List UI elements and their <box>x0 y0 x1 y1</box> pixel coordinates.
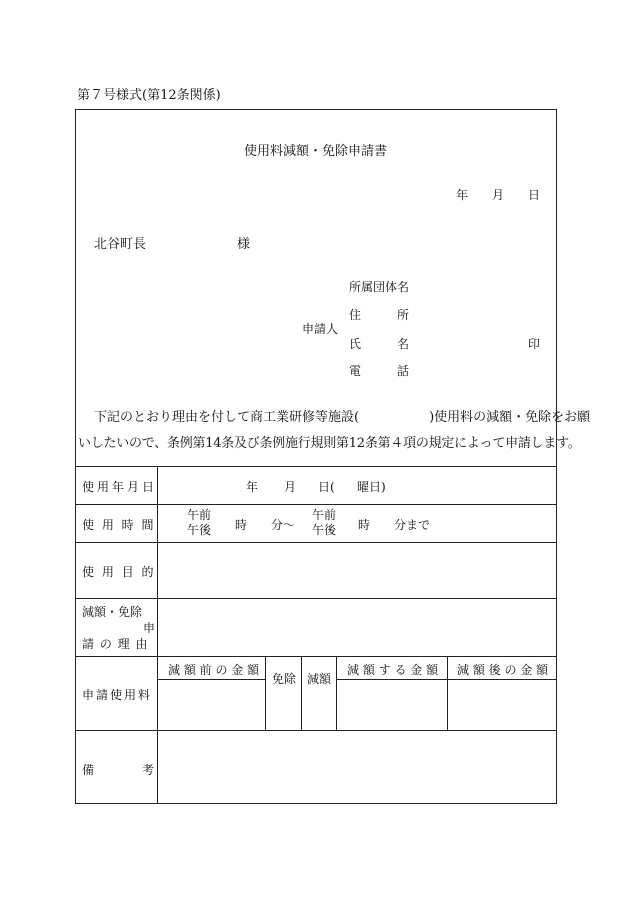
body-line-1 <box>94 406 590 425</box>
fee-col-divider-4 <box>447 656 448 730</box>
phone-label-2: 話 <box>397 364 410 378</box>
start-pm: 午後 <box>187 523 212 537</box>
fee-subdivider-before <box>157 679 265 680</box>
remarks-field[interactable] <box>160 734 552 800</box>
row-divider-2 <box>75 504 557 505</box>
remarks-label-right: 考 <box>142 763 155 777</box>
fee-header-amount: 減 額 す る 金 額 <box>347 663 439 677</box>
end-am: 午前 <box>312 508 337 522</box>
fee-header-before: 減 額 前 の 金 額 <box>168 663 260 677</box>
use-time-label: 使 用 時 間 <box>82 518 156 532</box>
start-hour[interactable]: 時 <box>235 518 248 532</box>
seal-mark: 印 <box>528 337 541 351</box>
body-line-2: いしたいので、条例第14条及び条例施行規則第12条第４項の規定によって申請します。 <box>78 436 581 451</box>
remarks-label-left: 備 <box>82 763 95 777</box>
row-divider-6 <box>75 730 557 731</box>
fee-label: 申請使用料 <box>82 688 153 702</box>
start-ampm[interactable] <box>187 508 211 538</box>
date-month: 月 <box>492 188 505 202</box>
purpose-label: 使 用 目 的 <box>82 565 156 579</box>
name-label-2: 名 <box>397 337 410 351</box>
row-divider-1 <box>75 466 557 467</box>
end-pm: 午後 <box>312 523 337 537</box>
reason-label-line2: 申 <box>143 621 156 635</box>
date-day: 日 <box>528 188 541 202</box>
row-divider-4 <box>75 598 557 599</box>
fee-header-after: 減 額 後 の 金 額 <box>457 663 549 677</box>
use-date-label: 使用年月日 <box>82 480 158 494</box>
fee-amount-field[interactable] <box>338 682 445 728</box>
exempt-checkbox[interactable] <box>267 682 299 728</box>
reason-label-line1: 減額・免除 <box>82 605 143 619</box>
reason-label-line3: 請 の 理 由 <box>82 637 149 651</box>
use-date-month[interactable]: 月 <box>284 480 297 494</box>
fee-col-divider-2 <box>301 656 302 730</box>
applicant-label: 申請人 <box>302 322 339 336</box>
row-divider-5 <box>75 656 557 657</box>
end-ampm[interactable] <box>312 508 336 538</box>
org-name-label: 所属団体名 <box>349 280 410 294</box>
body-line-1-after: )使用料の減額・免除をお願 <box>429 410 591 425</box>
name-label-1: 氏 <box>349 337 362 351</box>
reduce-checkbox[interactable] <box>303 682 334 728</box>
end-minute[interactable]: 分まで <box>394 518 431 532</box>
addressee-name: 北谷町長 <box>94 237 147 252</box>
fee-header-exempt: 免除 <box>272 672 297 686</box>
start-am: 午前 <box>187 508 212 522</box>
form-title: 使用料減額・免除申請書 <box>244 144 388 159</box>
use-date-weekday[interactable]: 曜日) <box>357 480 386 494</box>
use-date-day[interactable]: 日( <box>318 480 335 494</box>
address-label-2: 所 <box>397 308 410 322</box>
fee-before-field[interactable] <box>159 682 263 728</box>
use-date-year[interactable]: 年 <box>246 480 259 494</box>
form-number: 第７号様式(第12条関係) <box>77 88 221 103</box>
label-column-divider <box>157 466 158 804</box>
addressee-honorific: 様 <box>237 237 251 252</box>
date-year: 年 <box>456 188 469 202</box>
reason-field[interactable] <box>160 602 552 652</box>
fee-after-field[interactable] <box>449 682 555 728</box>
fee-header-reduce: 減額 <box>307 672 332 686</box>
purpose-field[interactable] <box>160 546 552 594</box>
end-hour[interactable]: 時 <box>358 518 371 532</box>
row-divider-3 <box>75 542 557 543</box>
fee-col-divider-3 <box>336 656 337 730</box>
phone-label-1: 電 <box>349 364 362 378</box>
address-label-1: 住 <box>349 308 362 322</box>
fee-col-divider-1 <box>265 656 266 730</box>
body-line-1-before: 下記のとおり理由を付して商工業研修等施設( <box>94 410 360 425</box>
start-minute[interactable]: 分〜 <box>271 518 296 532</box>
